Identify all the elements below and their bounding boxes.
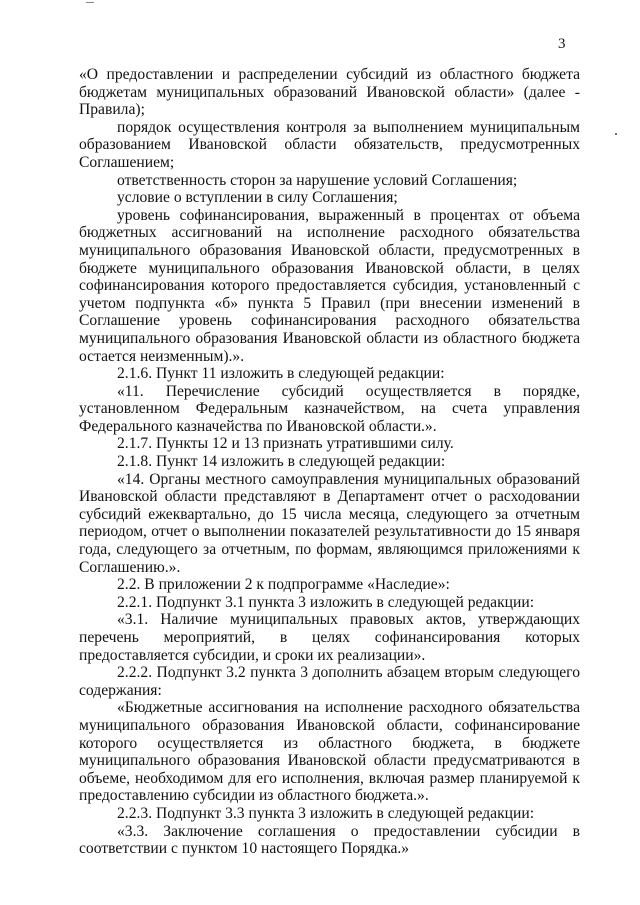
paragraph: «3.3. Заключение соглашения о предоставлении субсидии в соответствии с пунктом 10 настоящего Порядка.» (79, 822, 580, 858)
paragraph: 2.2.1. Подпункт 3.1 пункта 3 изложить в следующей редакции: (117, 593, 535, 611)
paragraph: 2.2.2. Подпункт 3.2 пункта 3 дополнить абзацем вторым следующего содержания: (79, 664, 580, 699)
document-body (79, 66, 580, 858)
paragraph: 2.2.3. Подпункт 3.3 пункта 3 изложить в следующей редакции: (117, 804, 535, 822)
paragraph: 2.1.8. Пункт 14 изложить в следующей редакции: (117, 453, 446, 471)
scan-mark (86, 2, 94, 3)
paragraph: 2.2. В приложении 2 к подпрограмме «Наследие»: (117, 576, 450, 594)
paragraph: «14. Органы местного самоуправления муниципальных образований Ивановской области представляют в Департамент отчет о расходовании субсидий ежеквартально, до 15 числа месяца, следующего за отчетным периодом, отчет о выполнении показателей результативности до 15 января года, следующего за отчетным, по формам, являющимся приложениями к Соглашению.». (79, 470, 580, 576)
paragraph: «3.1. Наличие муниципальных правовых актов, утверждающих перечень мероприятий, в целях софинансирования которых предоставляется субсидии, и сроки их реализации». (79, 611, 580, 664)
paragraph: 2.1.7. Пункты 12 и 13 признать утратившими силу. (117, 435, 454, 453)
paragraph: порядок осуществления контроля за выполнением муниципальным образованием Ивановской области обязательств, предусмотренных Соглашением; (79, 118, 580, 171)
paragraph: 2.1.6. Пункт 11 изложить в следующей редакции: (117, 365, 445, 383)
paragraph: ответственность сторон за нарушение условий Соглашения; (117, 171, 518, 189)
paragraph: условие о вступлении в силу Соглашения; (117, 189, 398, 207)
page-number: 3 (558, 36, 566, 52)
paragraph: «11. Перечисление субсидий осуществляется в порядке, установленном Федеральным казначейством, на счета управления Федерального казначейства по Ивановской области.». (79, 382, 580, 435)
paragraph: уровень софинансирования, выраженный в процентах от объема бюджетных ассигнований на исполнение расходного обязательства муниципального образования Ивановской области, предусмотренных в бюджете муниципального образования Ивановской области, в целях софинансирования которого предоставляется субсидия, установленный с учетом подпункта «б» пункта 5 Правил (при внесении изменений в Соглашение уровень софинансирования расходного обязательства муниципального образования Ивановской области из областного бюджета остается неизменным).». (79, 206, 580, 365)
paragraph: «О предоставлении и распределении субсидий из областного бюджета бюджетам муниципальных образований Ивановской области» (далее - Правила); (79, 66, 580, 119)
paragraph: «Бюджетные ассигнования на исполнение расходного обязательства муниципального образования Ивановской области, софинансирование которого осуществляется из областного бюджета, в бюджете муниципального образования Ивановской области предусматриваются в объеме, необходимом для его исполнения, включая размер планируемой к предоставлению субсидии из областного бюджета.». (79, 699, 580, 805)
scan-dot (615, 133, 617, 135)
